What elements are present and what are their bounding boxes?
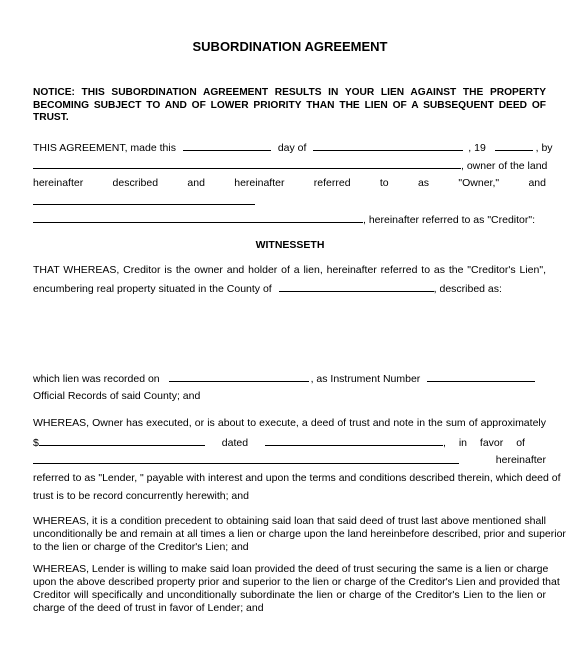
agreement-intro-text: THIS AGREEMENT, made this [33,142,176,154]
whereas2-line-2 [33,435,546,450]
creditor-name-field-2[interactable] [33,212,363,223]
paragraph-text: to the lien or charge of the Creditor's Lien; and [33,541,249,553]
document-title: SUBORDINATION AGREEMENT [192,39,388,54]
paragraph-text: THAT WHEREAS, Creditor is the owner and holder of a lien, hereinafter referred to as the "Creditor's Lien", [33,264,546,276]
owner-name-field[interactable] [33,158,461,169]
whereas3-line-1 [33,514,546,528]
whereas2-line-3 [33,453,546,468]
paragraph-text: Creditor will specifically and unconditionally subordinate the lien or charge of the Creditor's Lien to the lien or [33,589,546,601]
agreement-line-1 [33,140,553,155]
word: and [528,177,546,189]
instrument-number-field[interactable] [427,371,535,382]
whereas3-line-2 [33,527,566,541]
county-field[interactable] [279,281,434,292]
instrument-number-text: , as Instrument Number [310,373,421,385]
agreement-line-2 [33,158,546,173]
recorded-line-2 [33,389,546,403]
recorded-line-1 [33,371,546,386]
owner-of-land-text: , owner of the land [461,160,548,172]
whereas4-line-1 [33,562,549,576]
day-of-text: day of [277,142,307,154]
paragraph-text: upon the above described property prior and superior to the lien or charge of the Creditor's Lien and provided that [33,576,560,588]
by-text: , by [535,142,553,154]
agreement-line-3 [33,176,546,190]
word: as [417,177,430,189]
paragraph-text: which lien was recorded on [33,373,160,385]
notice-line-1 [33,86,546,100]
dollar-sign-text: $ [33,437,39,449]
hereinafter-text: hereinafter [495,454,546,466]
year-prefix-text: , 19 [468,142,486,154]
recorded-date-field[interactable] [169,371,309,382]
paragraph-text: trust is to be record concurrently herewith; and [33,490,249,502]
paragraph-text: WHEREAS, it is a condition precedent to obtaining said loan that said deed of trust last above mentioned shall [33,515,546,527]
agreement-line-4 [33,194,546,209]
paragraph-text: unconditionally be and remain at all times a lien or charge upon the land hereinbefore described, prior and superior [33,528,566,540]
notice-text: NOTICE: THIS SUBORDINATION AGREEMENT RESULTS IN YOUR LIEN AGAINST THE PROPERTY [33,87,546,98]
date-year-field[interactable] [495,140,533,151]
word: hereinafter [33,177,84,189]
lender-name-field[interactable] [33,453,459,464]
in-favor-of-text: , in favor of [442,437,525,449]
word: described [112,177,159,189]
loan-amount-field[interactable] [39,435,205,446]
notice-text: TRUST. [33,112,69,123]
whereas2-line-5 [33,489,546,503]
whereas2-line-1 [33,416,546,430]
creditor-referred-text: , hereinafter referred to as "Creditor": [363,214,536,226]
word: "Owner," [458,177,500,189]
notice-text: BECOMING SUBJECT TO AND OF LOWER PRIORITY THAN THE LIEN OF A SUBSEQUENT DEED OF [33,100,546,111]
whereas4-line-2 [33,575,560,589]
paragraph-text: WHEREAS, Lender is willing to make said loan provided the deed of trust securing the same is a lien or charge [33,563,549,575]
paragraph-text: encumbering real property situated in the County of [33,283,272,295]
notice-line-3 [33,111,546,125]
paragraph-text: charge of the deed of trust in favor of Lender; and [33,602,264,614]
whereas2-line-4 [33,471,561,485]
whereas3-line-3 [33,540,546,554]
whereas4-line-4 [33,601,546,615]
word: hereinafter [234,177,285,189]
word: and [187,177,205,189]
dated-text: dated [221,437,249,449]
whereas1-line-1 [33,263,546,277]
creditor-name-field-1[interactable] [33,194,255,205]
date-month-field[interactable] [313,140,463,151]
agreement-line-5 [33,212,546,227]
paragraph-text: Official Records of said County; and [33,390,201,402]
whereas1-line-2 [33,281,546,296]
date-day-field[interactable] [183,140,271,151]
deed-date-field[interactable] [265,435,443,446]
paragraph-text: WHEREAS, Owner has executed, or is about to execute, a deed of trust and note in the sum of approximately [33,417,546,429]
paragraph-text: referred to as "Lender, " payable with interest and upon the terms and conditions described therein, which deed of [33,472,561,484]
word: to [379,177,389,189]
whereas4-line-3 [33,588,546,602]
witnesseth-heading: WITNESSETH [255,239,325,251]
word: referred [313,177,351,189]
described-as-text: , described as: [433,283,502,295]
